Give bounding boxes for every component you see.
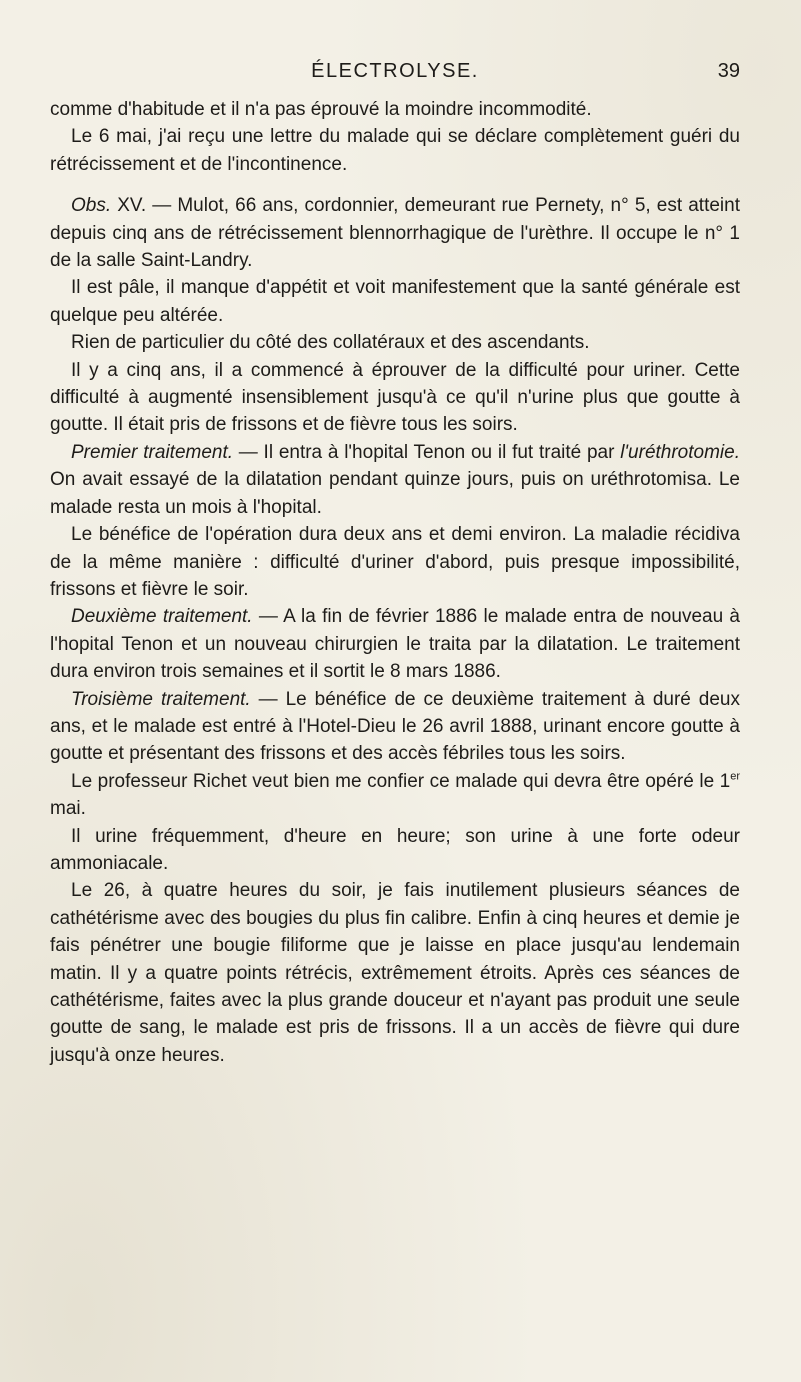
paragraph-text: Le professeur Richet veut bien me confier ce malade qui devra être opéré le 1 (71, 770, 731, 792)
paragraph-text: — A la fin de février 1886 le malade entra de nouveau à l'hopital Tenon et un nouveau chirurgien le traita par la dilatation. Le traitement dura environ trois semaines et il sortit le 8 mars 1886. (50, 606, 740, 683)
paragraph-text: Le 6 mai, j'ai reçu une lettre du malade qui se déclare complètement guéri du rétrécissement et de l'incontinence. (50, 126, 740, 175)
section-label: Troisième traitement. (71, 688, 251, 710)
section-label: Deuxième traitement. (71, 606, 253, 628)
paragraph-text: On avait essayé de la dilatation pendant quinze jours, puis on uréthrotomisa. Le malade resta un mois à l'hopital. (50, 469, 740, 518)
paragraph-11 (50, 768, 740, 823)
italic-term: l'uréthrotomie. (620, 441, 740, 463)
paragraph-text: Le 26, à quatre heures du soir, je fais inutilement plusieurs séances de cathétérisme avec des bougies du plus fin calibre. Enfin à cinq heures et demie je fais pénétrer une bougie filiforme que je laisse en place jusqu'au lendemain matin. Il y a quatre points rétrécis, extrêmement étroits. Après ces séances de cathétérisme, faites avec la plus grande douceur et n'ayant pas produit une seule goutte de sang, le malade est pris de frissons. Il a un accès de fièvre qui dure jusqu'à onze heures. (50, 880, 740, 1066)
paragraph-text: XV. — Mulot, 66 ans, cordonnier, demeurant rue Pernety, n° 5, est atteint depuis cinq ans de rétrécissement blennorrhagique de l'urèthre. Il occupe le n° 1 de la salle Saint-Landry. (50, 195, 740, 272)
paragraph-5 (50, 329, 740, 356)
paragraph-text: Il est pâle, il manque d'appétit et voit manifestement que la santé générale est quelque peu altérée. (50, 277, 740, 326)
page-header (50, 60, 740, 90)
paragraph-13 (50, 877, 740, 1069)
paragraph-text: mai. (50, 798, 86, 820)
observation-label: Obs. (71, 195, 112, 217)
paragraph-text: Il urine fréquemment, d'heure en heure; son urine à une forte odeur ammoniacale. (50, 825, 740, 874)
running-title: ÉLECTROLYSE. (311, 60, 479, 82)
page-number: 39 (717, 60, 740, 82)
observation-xv (50, 192, 740, 274)
paragraph-text: Rien de particulier du côté des collatéraux et des ascendants. (71, 332, 590, 354)
paragraph-12 (50, 823, 740, 878)
first-treatment (50, 439, 740, 521)
paragraph-text: comme d'habitude et il n'a pas éprouvé la moindre incommodité. (50, 99, 592, 120)
paragraph-text: — Il entra à l'hopital Tenon ou il fut traité par (233, 441, 621, 463)
superscript: er (730, 770, 740, 783)
paragraph-8 (50, 521, 740, 603)
paragraph-text: — Le bénéfice de ce deuxième traitement à duré deux ans, et le malade est entré à l'Hotel-Dieu le 26 avril 1888, urinant encore goutte à goutte et présentant des frissons et des accès fébriles tous les soirs. (50, 688, 740, 765)
paragraph-4 (50, 274, 740, 329)
body-text (50, 96, 740, 1069)
paragraph-text: Il y a cinq ans, il a commencé à éprouver de la difficulté pour uriner. Cette difficulté à augmenté insensiblement jusqu'à ce qu'il n'urine plus que goutte à goutte. Il était pris de frissons et de fièvre tous les soirs. (50, 359, 740, 436)
paragraph-2 (50, 123, 740, 178)
paragraph-1 (50, 96, 740, 123)
paragraph-6 (50, 357, 740, 439)
third-treatment (50, 686, 740, 768)
second-treatment (50, 603, 740, 685)
section-label: Premier traitement. (71, 441, 234, 463)
paragraph-text: Le bénéfice de l'opération dura deux ans et demi environ. La maladie récidiva de la même manière : difficulté d'uriner d'abord, puis presque impossibilité, frissons et fièvre le soir. (50, 524, 740, 600)
